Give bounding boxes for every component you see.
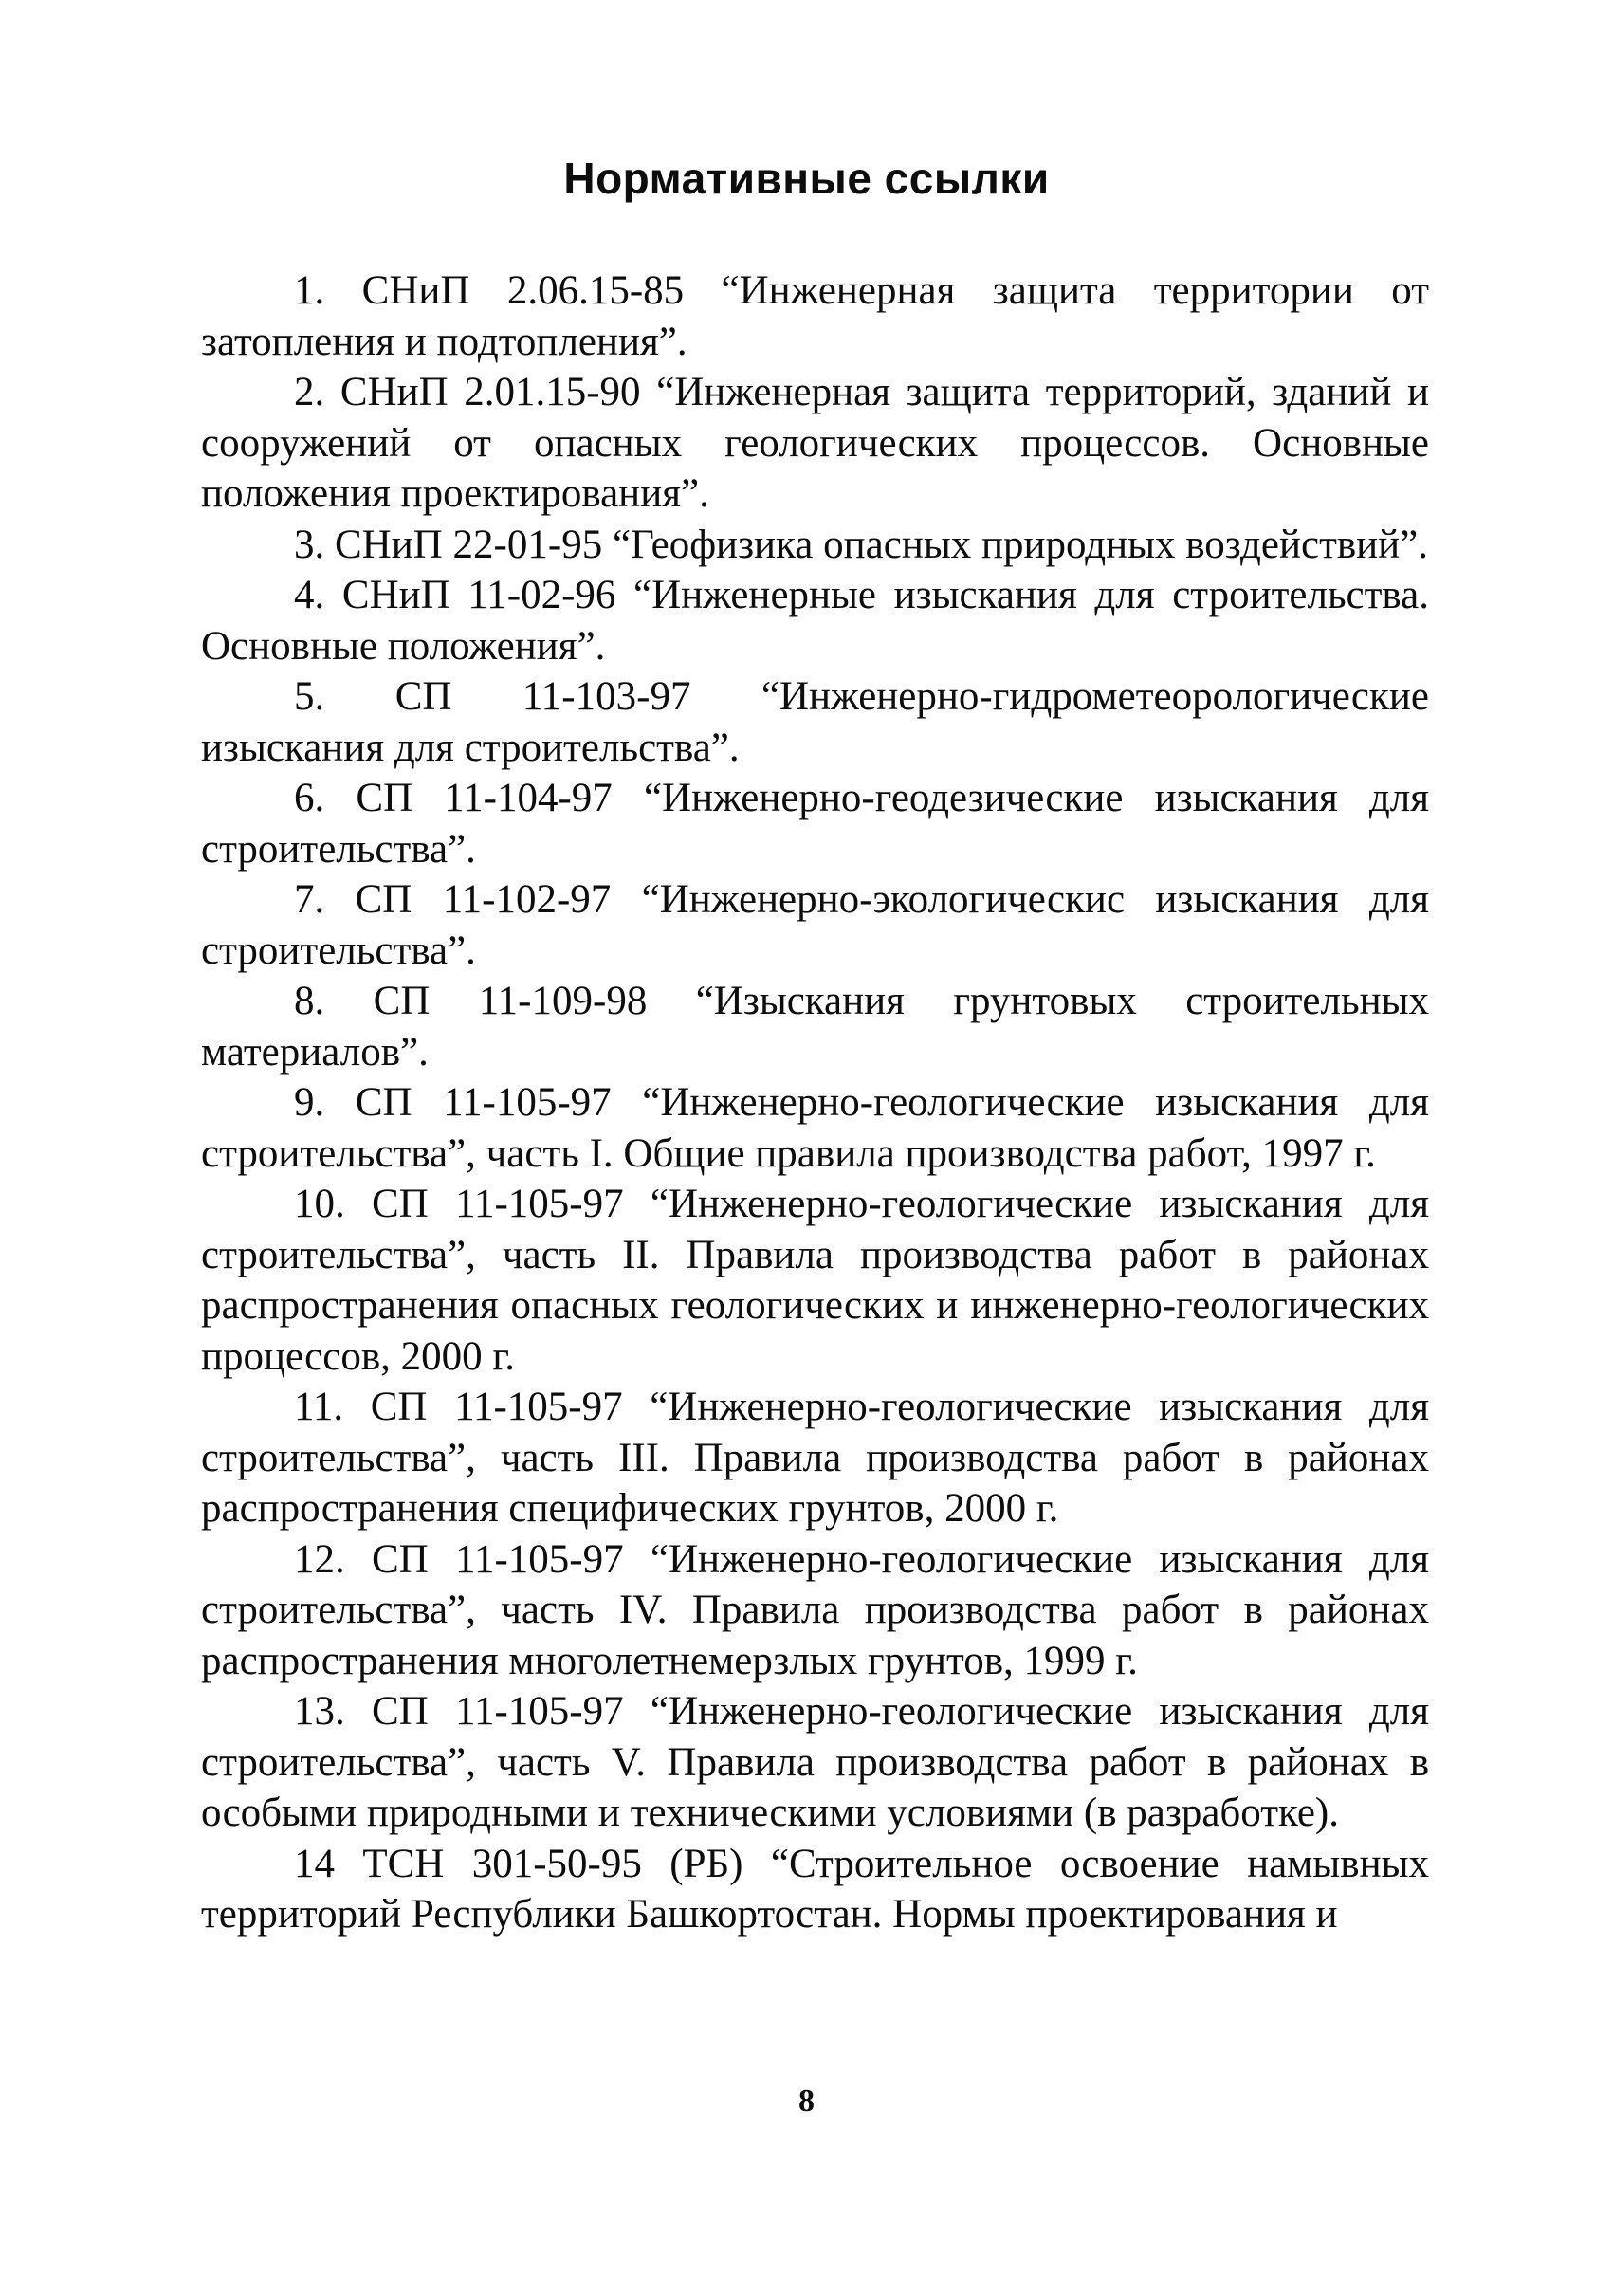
reference-item-14: 14 ТСН 301-50-95 (РБ) “Строительное освоение намывных территорий Республики Башкортостан. Нормы проектирования и [201, 1841, 1429, 1937]
reference-list [201, 266, 1429, 1940]
reference-item-6: 6. СП 11-104-97 “Инженерно-геодезические изыскания для строительства”. [201, 776, 1429, 872]
reference-item-1: 1. СНиП 2.06.15-85 “Инженерная защита территории от затопления и подтопления”. [201, 268, 1429, 364]
reference-item-5: 5. СП 11-103-97 “Инженерно-гидрометеорологические изыскания для строительства”. [201, 674, 1429, 770]
reference-item-3: 3. СНиП 22-01-95 “Геофизика опасных природных воздействий”. [294, 522, 1429, 567]
reference-item-9: 9. СП 11-105-97 “Инженерно-геологические изыскания для строительства”, часть I. Общие правила производства работ, 1997 г. [201, 1080, 1429, 1176]
reference-item-4: 4. СНиП 11-02-96 “Инженерные изыскания для строительства. Основные положения”. [201, 573, 1429, 669]
reference-item-13: 13. СП 11-105-97 “Инженерно-геологические изыскания для строительства”, часть V. Правила производства работ в районах в особыми природными и техническими условиями (в разработке). [201, 1689, 1429, 1835]
page-title: Нормативные ссылки [563, 154, 1050, 203]
reference-item-8: 8. СП 11-109-98 “Изыскания грунтовых строительных материалов”. [201, 979, 1429, 1075]
reference-item-2: 2. СНиП 2.01.15-90 “Инженерная защита территорий, зданий и сооружений от опасных геологических процессов. Основные положения проектирования”. [201, 370, 1429, 516]
reference-item-10: 10. СП 11-105-97 “Инженерно-геологические изыскания для строительства”, часть II. Правила производства работ в районах распространения опасных геологических и инженерно-геологических процессов, 2000 г. [201, 1182, 1429, 1379]
page-number: 8 [798, 2084, 815, 2119]
reference-item-11: 11. СП 11-105-97 “Инженерно-геологические изыскания для строительства”, часть III. Правила производства работ в районах распространения специфических грунтов, 2000 г. [201, 1385, 1429, 1531]
reference-item-12: 12. СП 11-105-97 “Инженерно-геологические изыскания для строительства”, часть IV. Правила производства работ в районах распространения многолетнемерзлых грунтов, 1999 г. [201, 1536, 1429, 1683]
reference-item-7: 7. СП 11-102-97 “Инженерно-экологическис изыскания для строительства”. [201, 877, 1429, 973]
